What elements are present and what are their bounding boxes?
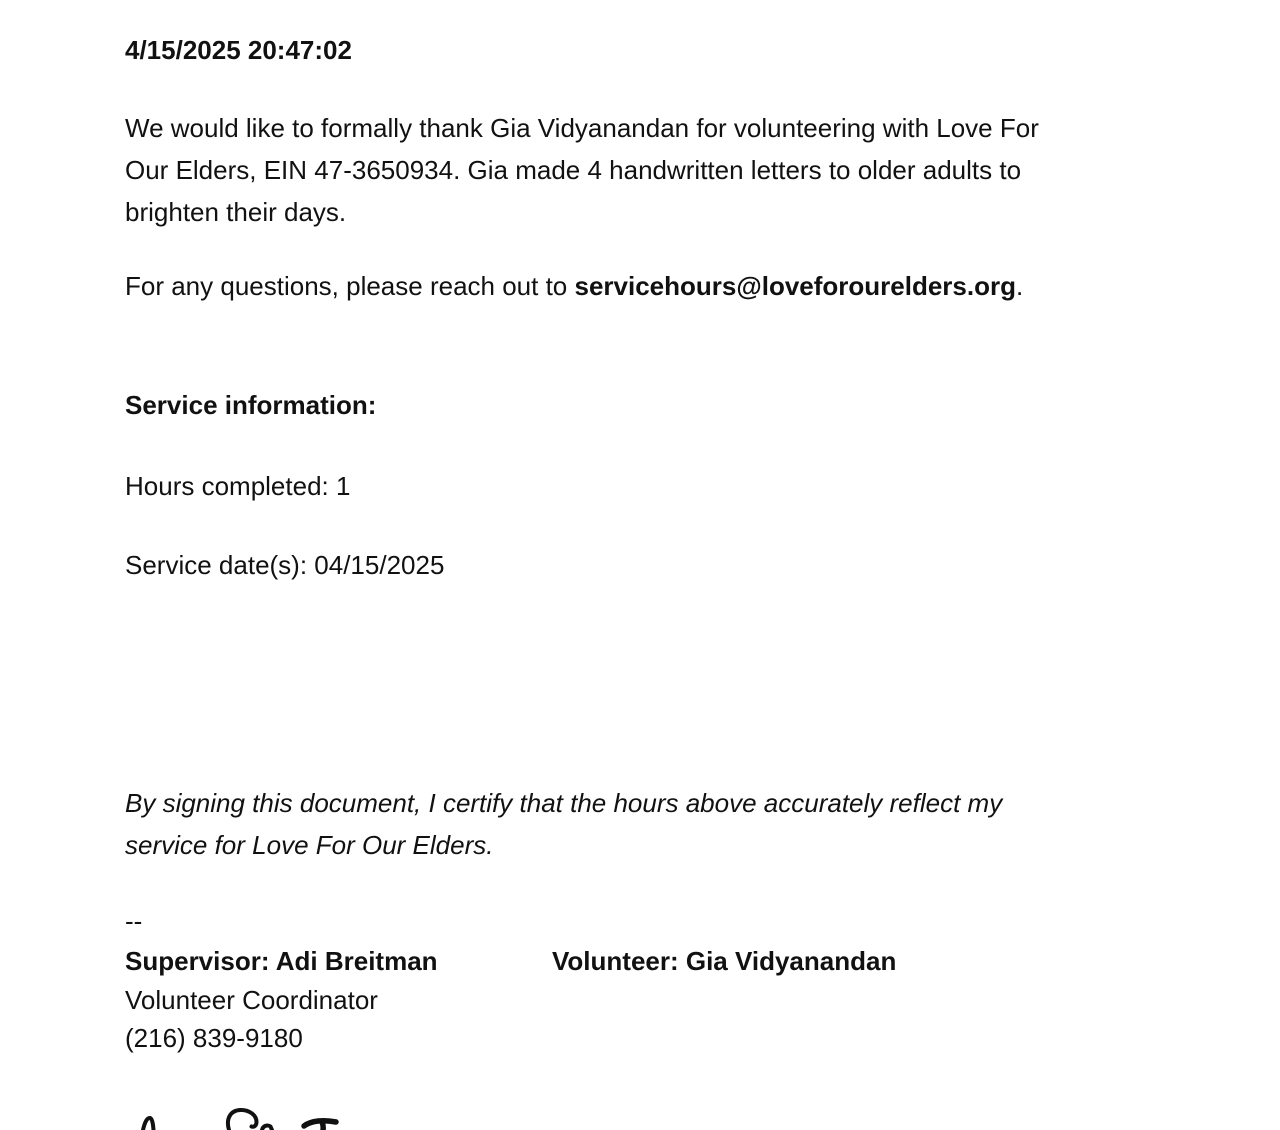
service-dates-line: Service date(s): 04/15/2025	[125, 550, 445, 580]
thanks-paragraph	[125, 107, 1039, 233]
signature-image	[125, 1095, 385, 1130]
volunteer-name: Volunteer: Gia Vidyanandan	[552, 946, 897, 976]
signature-strokes-icon	[125, 1095, 385, 1130]
questions-paragraph	[125, 265, 1023, 307]
signature-names-row	[125, 940, 896, 982]
service-info-heading: Service information:	[125, 390, 377, 420]
thanks-line-3: brighten their days.	[125, 197, 347, 227]
supervisor-title: Volunteer Coordinator	[125, 985, 378, 1015]
questions-suffix: .	[1016, 271, 1024, 301]
supervisor-name: Supervisor: Adi Breitman	[125, 946, 438, 976]
certification-line-2: service for Love For Our Elders.	[125, 830, 494, 860]
letter-timestamp: 4/15/2025 20:47:02	[125, 35, 352, 65]
thanks-line-2: Our Elders, EIN 47-3650934. Gia made 4 handwritten letters to older adults to	[125, 155, 1022, 185]
signature-divider: --	[125, 906, 143, 936]
hours-completed-line: Hours completed: 1	[125, 471, 351, 501]
thanks-line-1: We would like to formally thank Gia Vidyanandan for volunteering with Love For	[125, 113, 1039, 143]
certification-paragraph	[125, 782, 1002, 866]
supervisor-phone: (216) 839-9180	[125, 1023, 303, 1053]
contact-email: servicehours@loveforourelders.org	[574, 271, 1016, 301]
questions-prefix: For any questions, please reach out to	[125, 271, 575, 301]
certification-line-1: By signing this document, I certify that the hours above accurately reflect my	[125, 788, 1003, 818]
